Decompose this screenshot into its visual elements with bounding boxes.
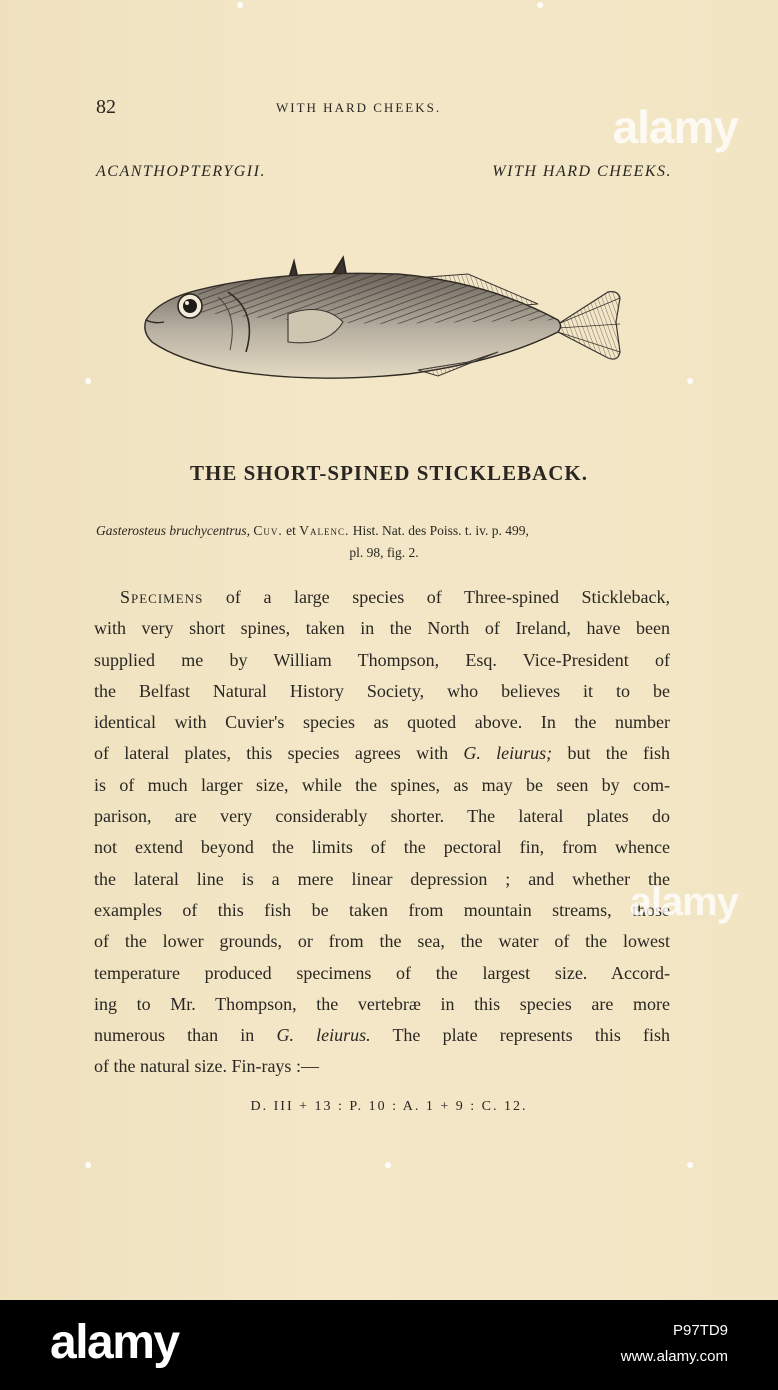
species-name: G. leiurus;	[463, 743, 553, 764]
page-number: 82	[96, 96, 116, 118]
body-line: not extend beyond the limits of the pectoral fin, from whence	[94, 837, 670, 858]
body-line: numerous than in G. leiurus. The plate represents this fish	[94, 1025, 670, 1046]
fin-ray-formula: D. III + 13 : P. 10 : A. 1 + 9 : C. 12.	[250, 1099, 528, 1114]
synonymy-reference	[96, 520, 672, 564]
reference-plate: pl. 98, fig. 2.	[349, 545, 419, 560]
watermark-dot: ●	[236, 0, 245, 12]
body-line: is of much larger size, while the spines, as may be seen by com-	[94, 774, 670, 795]
article-title: THE SHORT-SPINED STICKLEBACK.	[189, 461, 588, 485]
watermark-dot: ●	[384, 1156, 393, 1172]
watermark: alamy	[612, 101, 738, 153]
conjunction: et	[286, 523, 296, 538]
body-line: of the natural size. Fin-rays :—	[94, 1056, 319, 1077]
latin-name: Gasterosteus bruchycentrus,	[96, 523, 250, 538]
page-header	[96, 96, 676, 120]
watermark-dot: ●	[536, 0, 545, 12]
body-line: ing to Mr. Thompson, the vertebræ in this species are more	[94, 993, 670, 1014]
section-heading-right: WITH HARD CHEEKS.	[492, 163, 672, 180]
stock-footer	[0, 1300, 778, 1390]
body-line: Specimens of a large species of Three-spined Stickleback,	[120, 587, 670, 607]
drop-word: Specimens	[120, 587, 204, 607]
section-heading-left: ACANTHOPTERYGII.	[96, 163, 266, 180]
body-line: examples of this fish be taken from mountain streams, those	[94, 899, 670, 920]
author-valenciennes: Valenc.	[299, 523, 350, 538]
fish-illustration	[138, 252, 628, 402]
body-line: temperature produced specimens of the largest size. Accord-	[94, 962, 670, 983]
watermark-dot: ●	[84, 1156, 93, 1172]
watermark: alamy	[629, 880, 738, 924]
body-line: of lateral plates, this species agrees with G. leiurus; but the fish	[94, 743, 670, 764]
reference-text: Hist. Nat. des Poiss. t. iv. p. 499,	[352, 523, 529, 538]
watermark-dot: ●	[686, 372, 695, 388]
watermark-dot: ●	[84, 372, 93, 388]
body-line: parison, are very considerably shorter. The lateral plates do	[94, 806, 670, 827]
running-head: WITH HARD CHEEKS.	[276, 100, 442, 115]
site-url[interactable]: www.alamy.com	[620, 1348, 728, 1365]
author-cuvier: Cuv.	[253, 523, 283, 538]
body-line: identical with Cuvier's species as quoted above. In the number	[94, 712, 670, 733]
body-line: the lateral line is a mere linear depression ; and whether the	[94, 868, 670, 889]
species-name: G. leiurus.	[276, 1025, 371, 1046]
body-paragraph	[94, 582, 670, 1083]
alamy-logo: alamy	[50, 1316, 179, 1369]
footer-info	[621, 1318, 728, 1370]
image-id: P97TD9	[672, 1322, 728, 1339]
body-line: the Belfast Natural History Society, who believes it to be	[94, 680, 670, 701]
body-line: of the lower grounds, or from the sea, the water of the lowest	[94, 931, 670, 952]
body-line: with very short spines, taken in the North of Ireland, have been	[94, 618, 670, 639]
watermark-dot: ●	[686, 1156, 695, 1172]
body-line: supplied me by William Thompson, Esq. Vice-President of	[94, 649, 670, 670]
